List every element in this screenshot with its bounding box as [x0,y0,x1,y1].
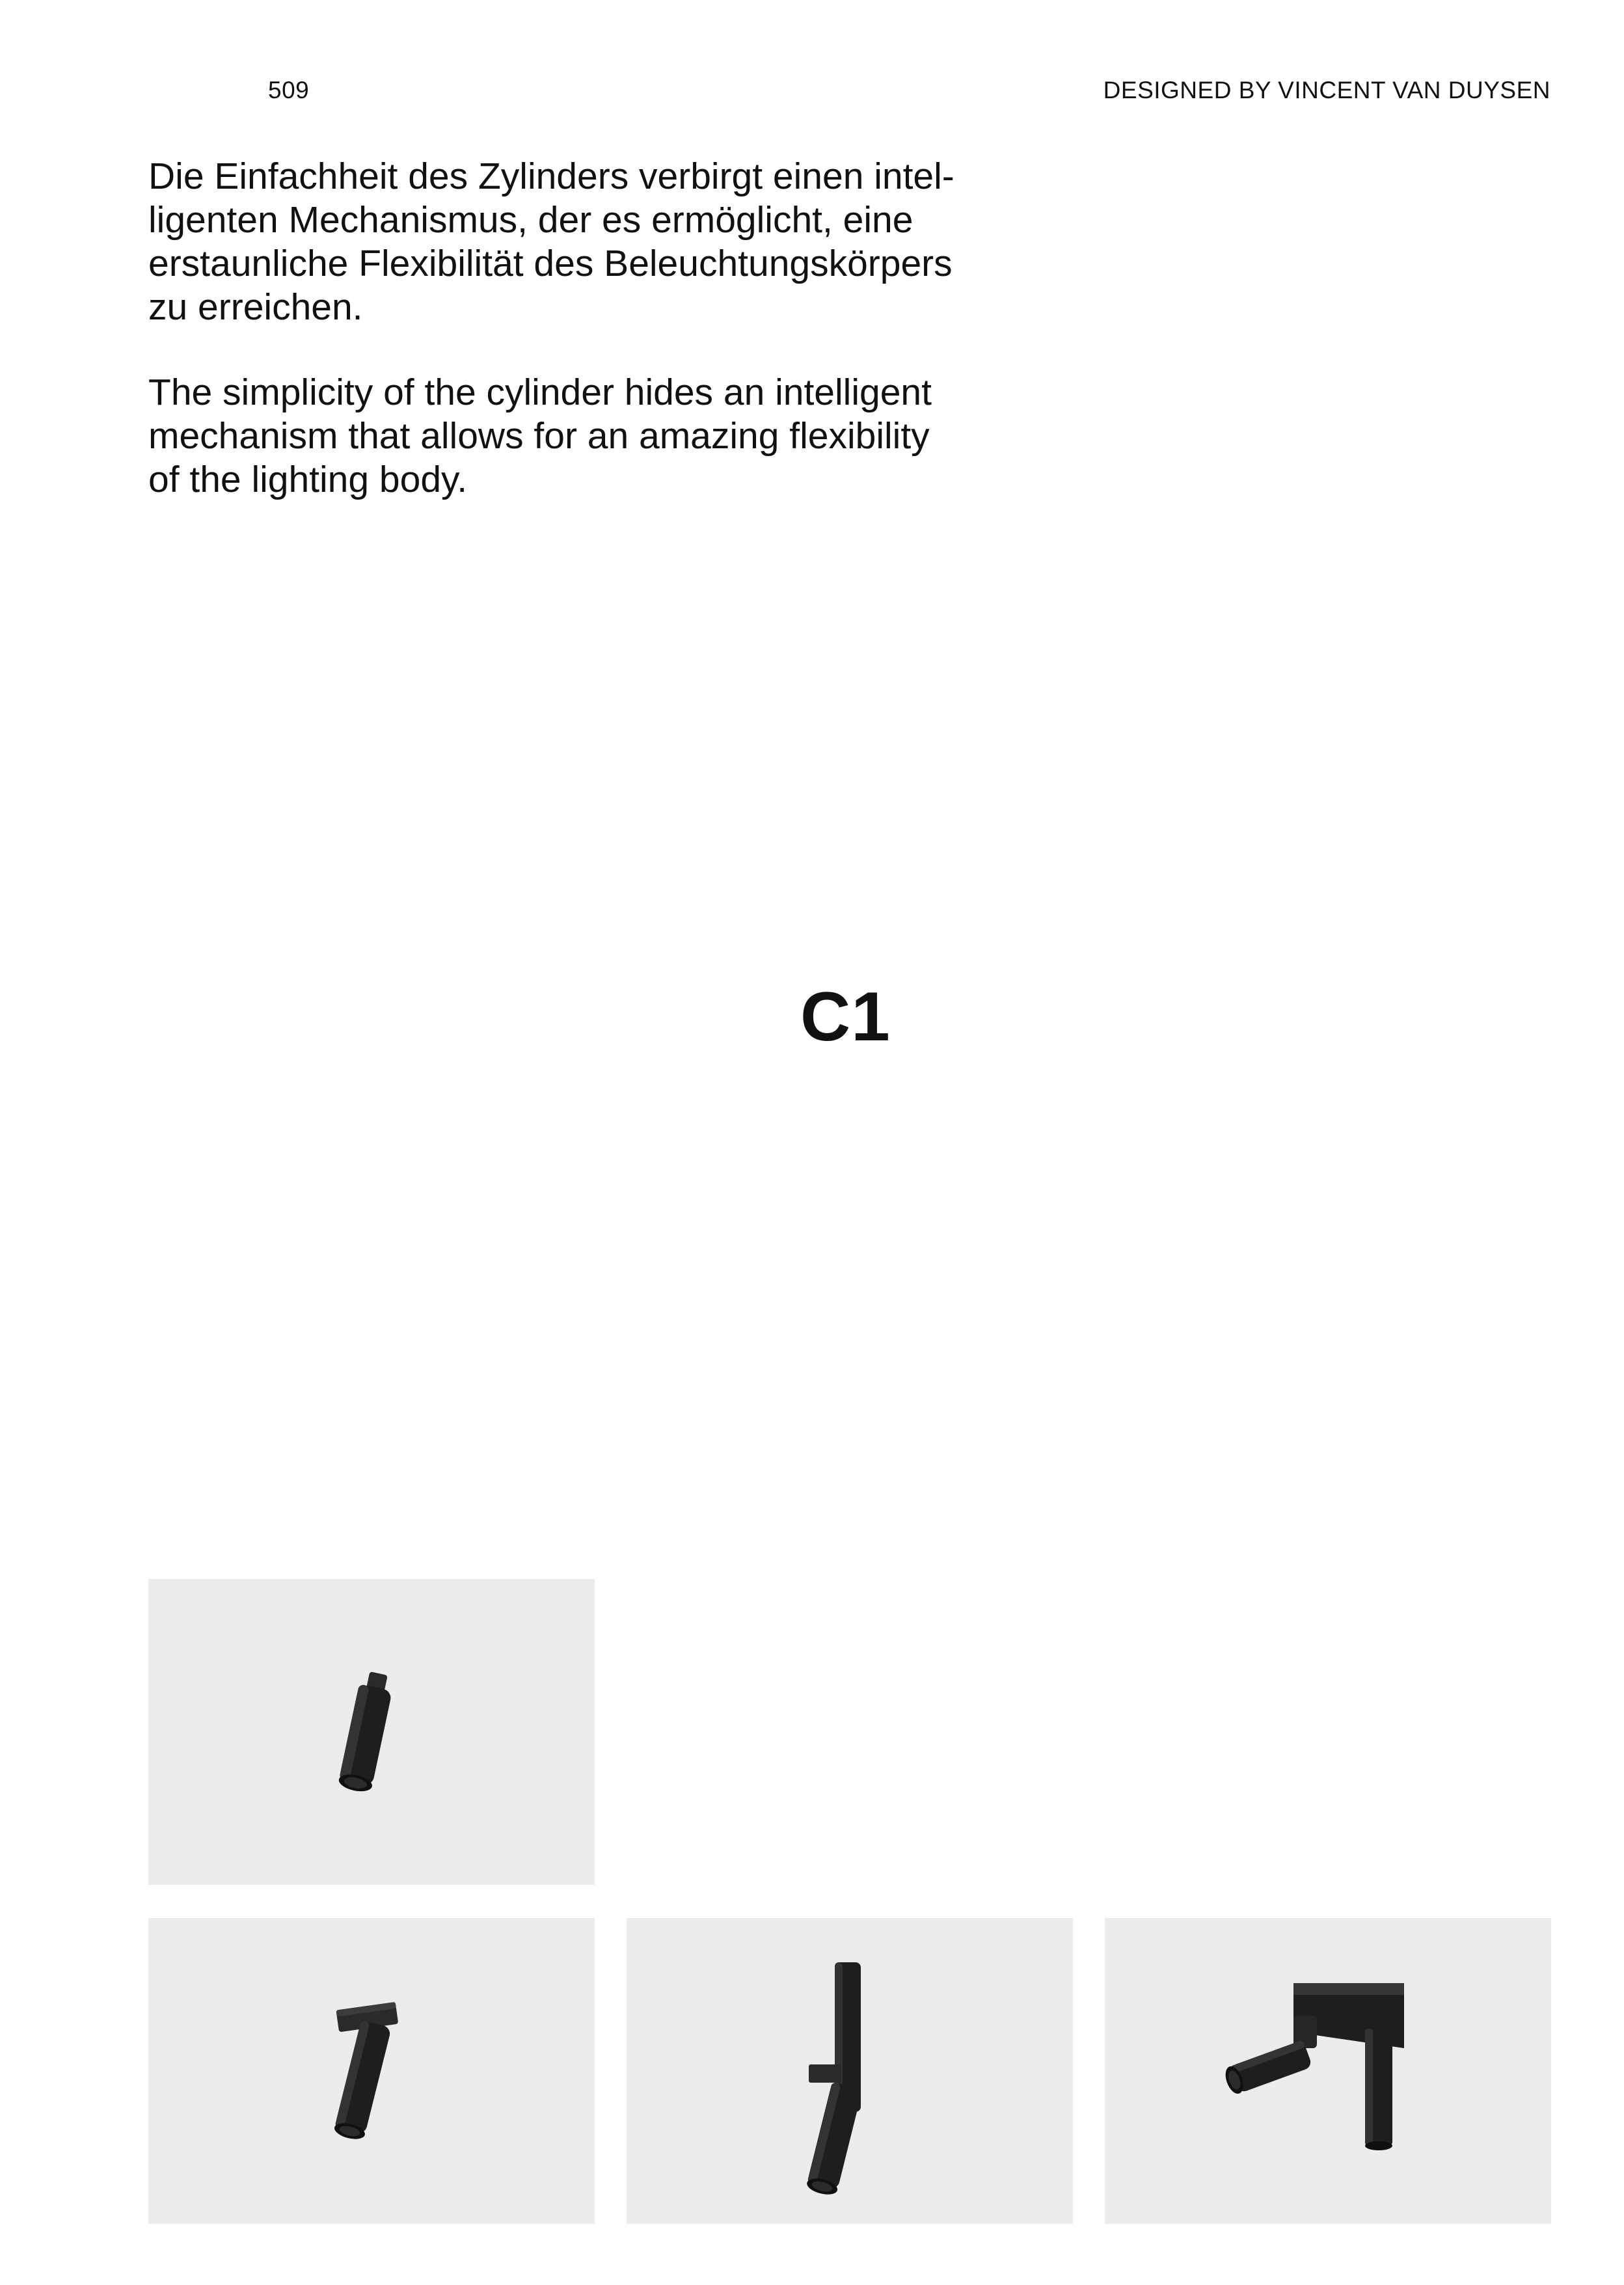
model-code: C1 [800,977,891,1055]
text-line: erstaunliche Flexibilität des Beleuchtungskörpers [148,243,953,284]
text-line: ligenten Mechanismus, der es ermöglicht, eine [148,199,914,241]
intro-text-german [148,155,1053,329]
text-line: Die Einfachheit des Zylinders verbirgt einen intel- [148,155,954,197]
text-line: The simplicity of the cylinder hides an intelligent [148,372,932,413]
product-image-surface [148,1918,595,2224]
product-image-recessed [148,1579,595,1885]
product-image-double [627,1918,1073,2224]
text-line: of the lighting body. [148,459,468,500]
page-number: 509 [268,77,310,103]
intro-text-english [148,371,1053,502]
text-line: mechanism that allows for an amazing flexibility [148,415,930,457]
surface-spotlight-icon [148,1918,595,2224]
text-line: zu erreichen. [148,286,363,328]
recessed-spotlight-icon [148,1579,595,1885]
double-spotlight-icon [627,1918,1073,2224]
product-image-bracket [1105,1918,1551,2224]
designer-credit: DESIGNED BY VINCENT VAN DUYSEN [1103,77,1550,103]
bracket-spotlight-icon [1105,1918,1551,2224]
